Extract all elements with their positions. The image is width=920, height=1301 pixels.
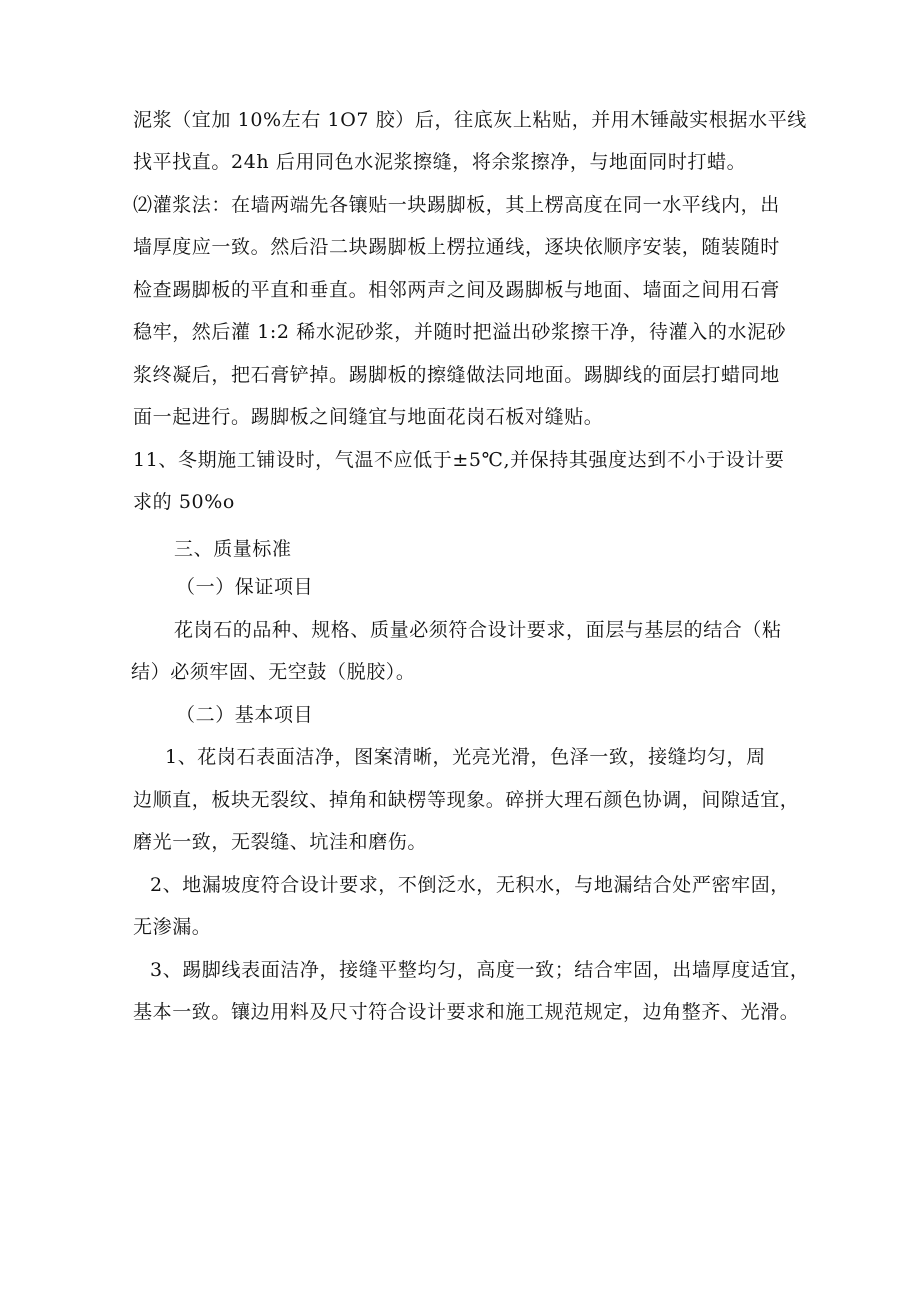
text-line-10: 求的 50%o: [133, 491, 235, 513]
text-line-6: 稳牢，然后灌 1:2 稀水泥砂浆，并随时把溢出砂浆擦干净，待灌入的水泥砂: [133, 321, 787, 343]
text-line-7: 浆终凝后，把石膏铲掉。踢脚板的擦缝做法同地面。踢脚线的面层打蜡同地: [133, 364, 780, 386]
text-line-8: 面一起进行。踢脚板之间缝宜与地面花岗石板对缝贴。: [133, 406, 604, 428]
subsection-heading-basic: （二）基本项目: [176, 704, 314, 726]
text-line-22: 基本一致。镶边用料及尺寸符合设计要求和施工规范规定，边角整齐、光滑。: [133, 1001, 800, 1023]
text-line-16: 1、花岗石表面洁净，图案清晰，光亮光滑，色泽一致，接缝均匀，周: [165, 746, 766, 768]
text-line-5: 检查踢脚板的平直和垂直。相邻两声之间及踢脚板与地面、墙面之间用石膏: [133, 279, 780, 301]
text-line-1: 泥浆（宜加 10%左右 1O7 胶）后，往底灰上粘贴，并用木锤敲实根据水平线: [133, 109, 807, 131]
text-line-18: 磨光一致，无裂缝、坑洼和磨伤。: [133, 831, 428, 853]
text-line-3: ⑵灌浆法：在墙两端先各镶贴一块踢脚板，其上楞高度在同一水平线内，出: [133, 194, 780, 216]
text-line-19: 2、地漏坡度符合设计要求，不倒泛水，无积水，与地漏结合处严密牢固，: [150, 874, 790, 896]
section-heading-quality: 三、质量标准: [174, 538, 292, 560]
text-line-2: 找平找直。24h 后用同色水泥浆擦缝，将余浆擦净，与地面同时打蜡。: [133, 151, 747, 173]
text-line-4: 墙厚度应一致。然后沿二块踢脚板上楞拉通线，逐块依顺序安装，随装随时: [133, 236, 780, 258]
text-line-9: 11、冬期施工铺设时，气温不应低于±5℃,并保持其强度达到不小于设计要: [133, 449, 785, 471]
text-line-13: 花岗石的品种、规格、质量必须符合设计要求，面层与基层的结合（粘: [174, 619, 782, 641]
text-line-14: 结）必须牢固、无空鼓（脱胶）。: [131, 661, 416, 683]
text-line-17: 边顺直，板块无裂纹、掉角和缺楞等现象。碎拼大理石颜色协调，间隙适宜，: [133, 789, 800, 811]
text-line-21: 3、踢脚线表面洁净，接缝平整均匀，高度一致；结合牢固，出墙厚度适宜，: [150, 959, 810, 981]
subsection-heading-guarantee: （一）保证项目: [176, 576, 314, 598]
text-line-20: 无渗漏。: [133, 916, 212, 938]
